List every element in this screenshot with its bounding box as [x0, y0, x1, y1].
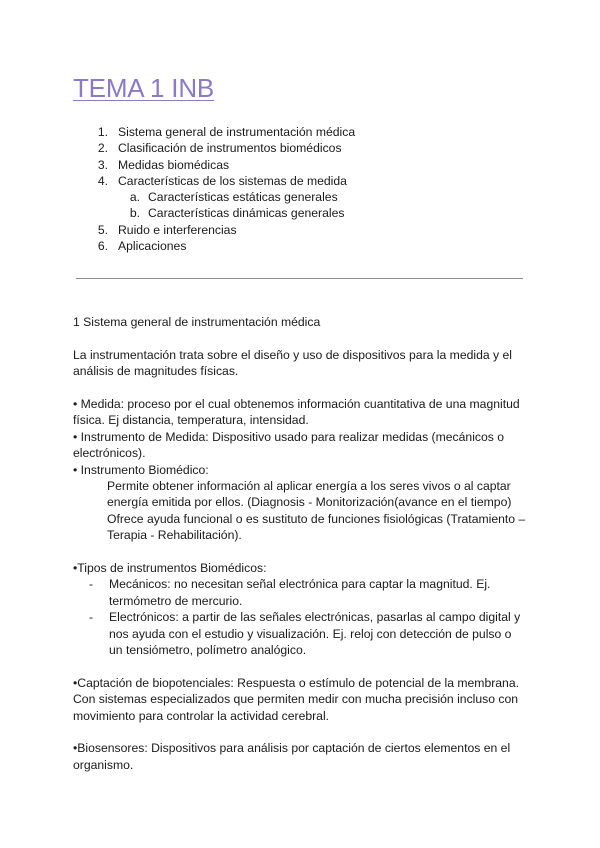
toc-label: Clasificación de instrumentos biomédicos: [118, 141, 342, 156]
toc-subitem: [88, 189, 528, 205]
dash-marker: -: [89, 577, 94, 592]
toc-label: Características de los sistemas de medida: [118, 173, 347, 188]
dash-marker: -: [89, 610, 94, 625]
bullet-biomedico: • Instrumento Biomédico:: [73, 462, 209, 477]
tipos-heading: •Tipos de instrumentos Biomédicos:: [73, 561, 267, 576]
section-content: [73, 314, 528, 773]
toc-label: Sistema general de instrumentación médica: [118, 125, 356, 139]
horizontal-divider: [76, 278, 523, 279]
toc-subitem: [88, 205, 528, 221]
toc-sub-letter: a.: [129, 190, 140, 205]
document-title: TEMA 1 INB: [73, 73, 215, 103]
toc-number: 6.: [97, 239, 108, 254]
list-item: [73, 609, 528, 658]
toc-label: Aplicaciones: [118, 239, 187, 254]
toc-item: [88, 124, 528, 140]
table-of-contents: [88, 124, 528, 254]
captacion-paragraph: •Captación de biopotenciales: Respuesta o estímulo de potencial de la membrana. Con sistemas especializados que permiten medir con mucha precisión incluso con movimiento para controlar la actividad cerebral.: [73, 675, 519, 723]
biomedico-detail: Permite obtener información al aplicar energía a los seres vivos o al captar energía emitida por ellos. (Diagnosis - Monitorización(avance en el tiempo) Ofrece ayuda funcional o es sustituto de funciones fisiológicas (Tratamiento – Terapia - Rehabilitación).: [107, 479, 526, 543]
toc-item: [88, 222, 528, 238]
toc-number: 5.: [97, 222, 108, 237]
toc-number: 4.: [97, 173, 108, 188]
list-item: [73, 576, 528, 609]
toc-item: [88, 157, 528, 173]
toc-label: Medidas biomédicas: [118, 157, 230, 172]
intro-paragraph: La instrumentación trata sobre el diseño y uso de dispositivos para la medida y el análisis de magnitudes físicas.: [73, 347, 512, 379]
biosensores-paragraph: •Biosensores: Dispositivos para análisis por captación de ciertos elementos en el organismo.: [73, 741, 511, 772]
list-item-text: Mecánicos: no necesitan señal electrónica para captar la magnitud. Ej. termómetro de mercurio.: [109, 577, 491, 608]
section-heading: 1 Sistema general de instrumentación médica: [73, 315, 321, 329]
toc-sub-label: Características estáticas generales: [148, 190, 338, 205]
toc-item: [88, 173, 528, 189]
toc-sub-label: Características dinámicas generales: [148, 206, 345, 221]
toc-label: Ruido e interferencias: [118, 222, 237, 237]
list-item-text: Electrónicos: a partir de las señales electrónicas, pasarlas al campo digital y nos ayuda con el estudio y visualización. Ej. reloj con detección de pulso o un tensiómetro, polímetro analógico.: [109, 610, 521, 658]
toc-item: [88, 140, 528, 156]
toc-item: [88, 238, 528, 254]
toc-number: 1.: [97, 125, 108, 139]
bullet-instrumento: • Instrumento de Medida: Dispositivo usado para realizar medidas (mecánicos o electrónicos).: [73, 429, 505, 461]
toc-number: 3.: [97, 157, 108, 172]
bullet-medida: • Medida: proceso por el cual obtenemos información cuantitativa de una magnitud física. Ej distancia, temperatura, intensidad.: [73, 397, 520, 428]
toc-sub-letter: b.: [129, 206, 140, 221]
toc-number: 2.: [97, 141, 108, 156]
